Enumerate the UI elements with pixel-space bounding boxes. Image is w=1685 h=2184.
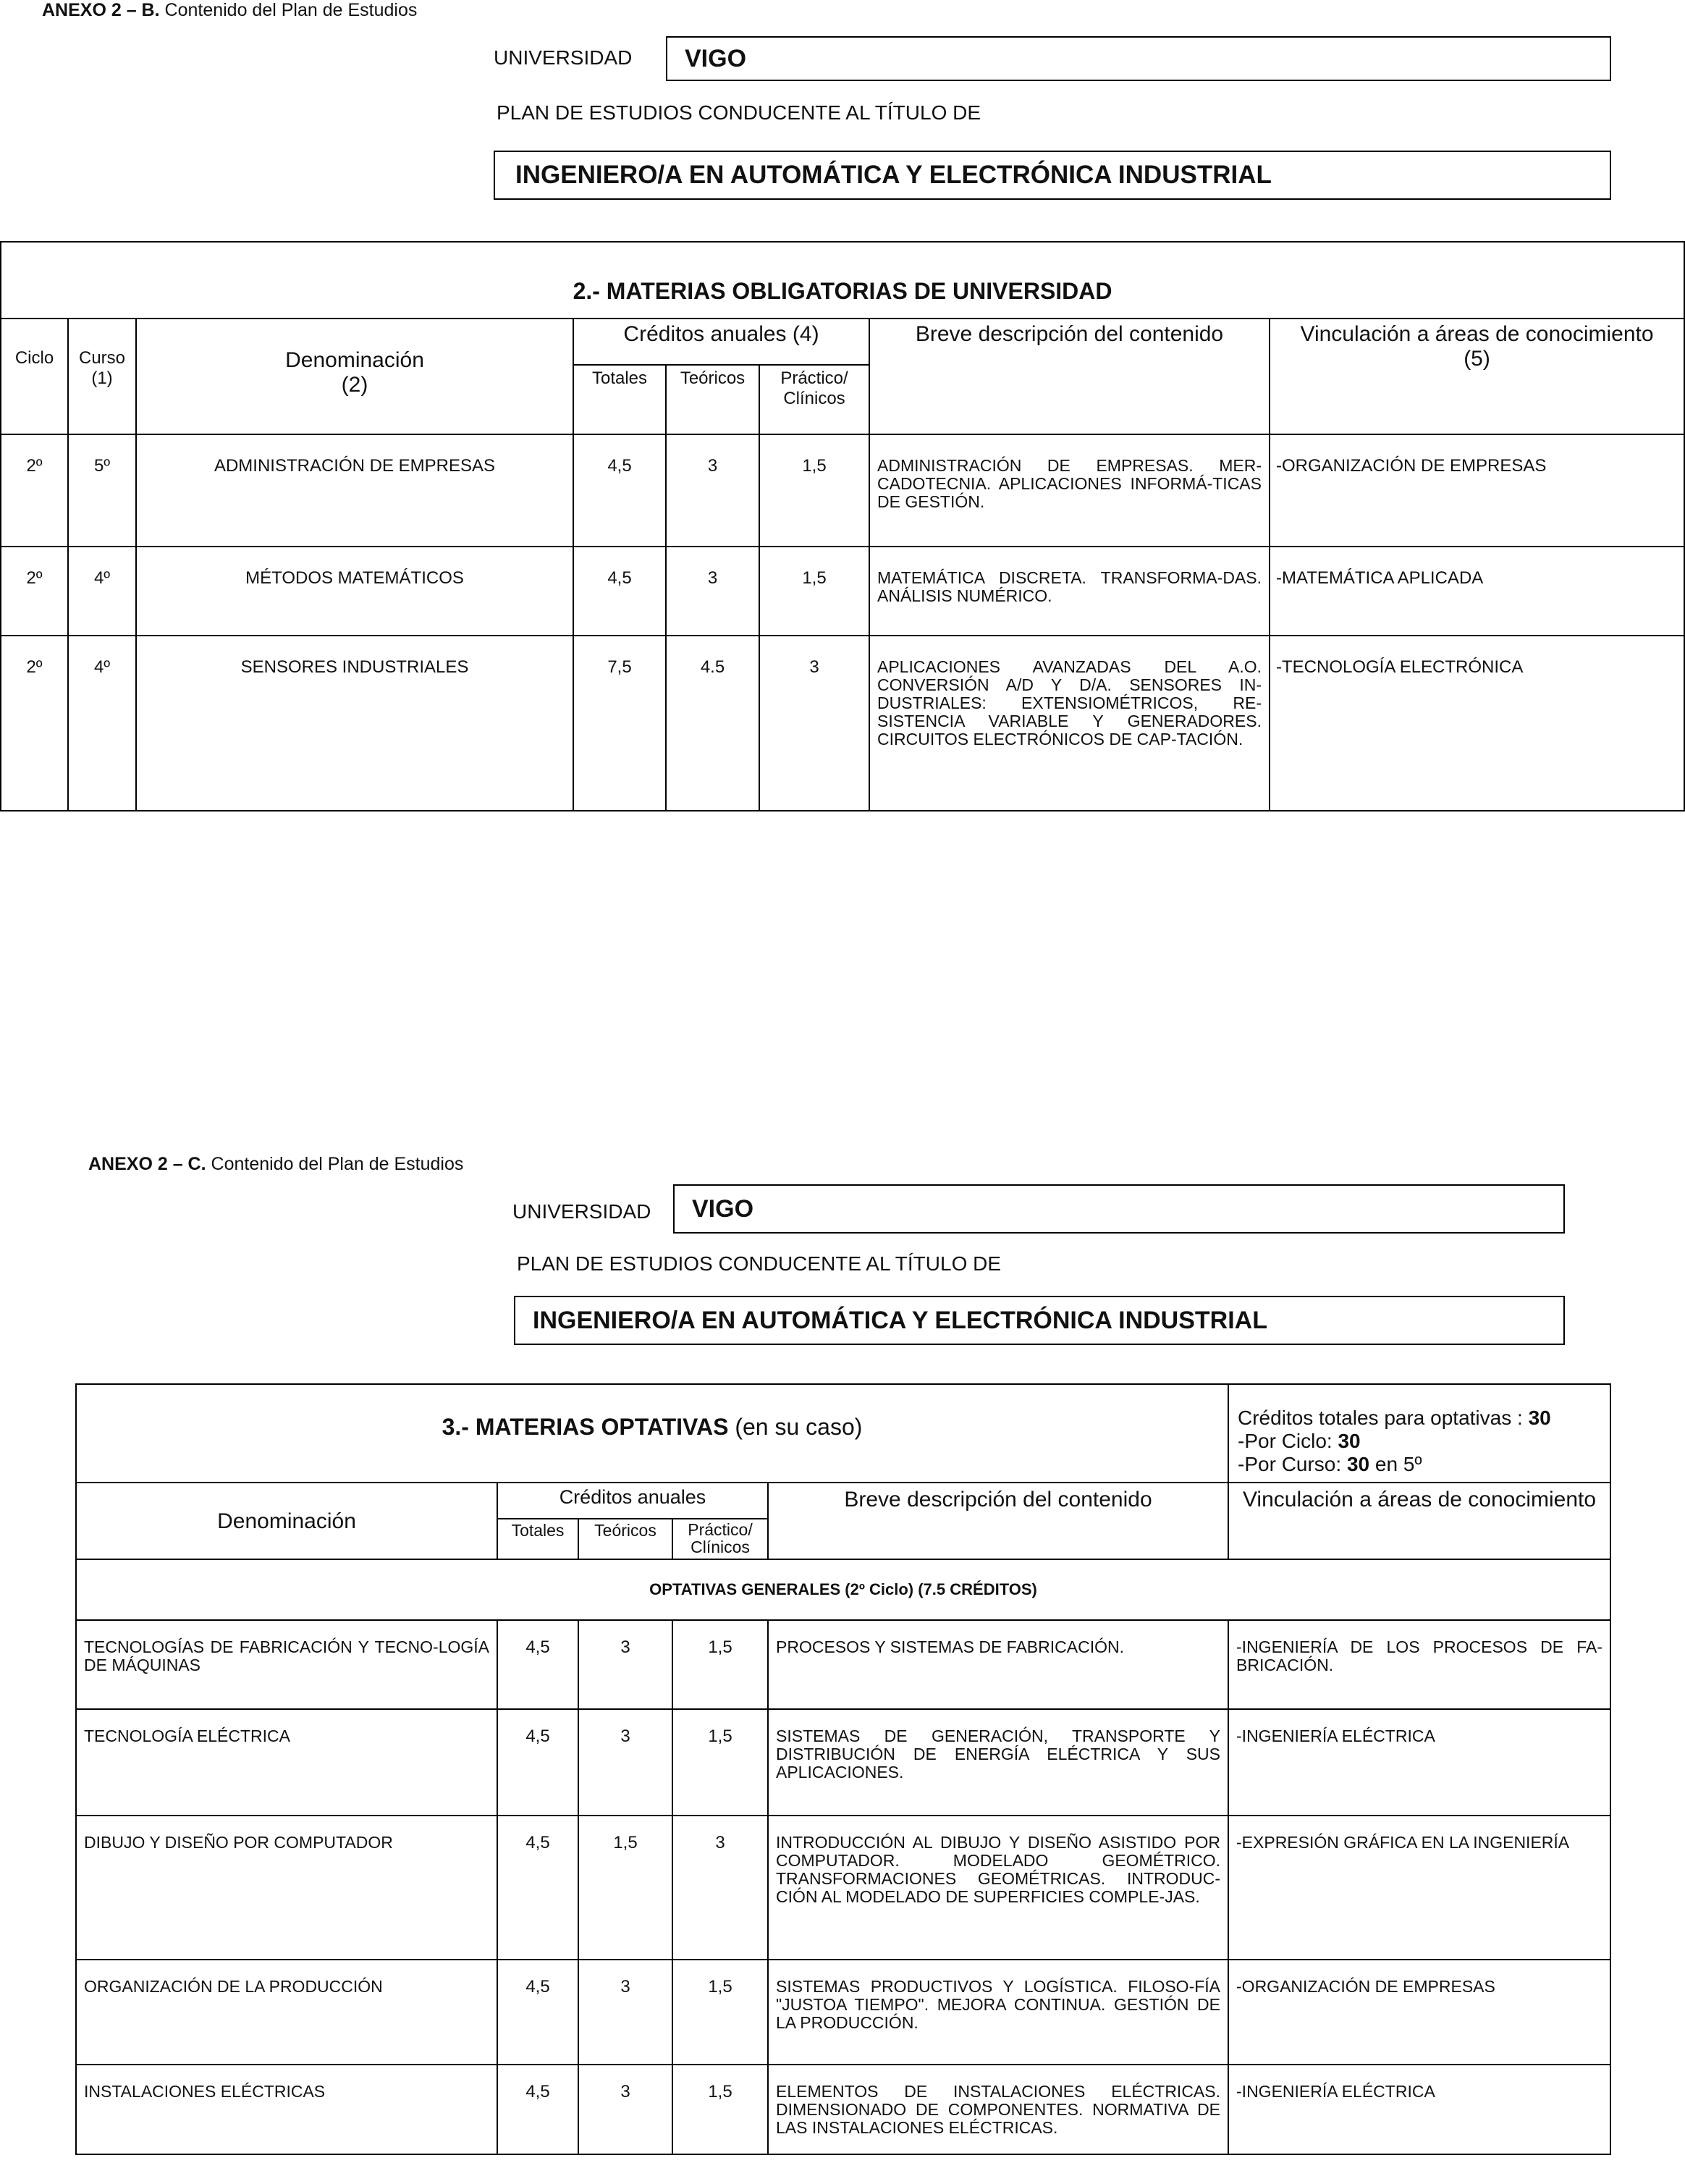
cell-teoricos: 3: [578, 2065, 672, 2154]
creditos-totales-box: [1228, 1384, 1610, 1483]
cell-denominacion: INSTALACIONES ELÉCTRICAS: [76, 2065, 497, 2154]
cell-vinculacion: -EXPRESIÓN GRÁFICA EN LA INGENIERÍA: [1228, 1816, 1610, 1960]
anexo-heading-c: [88, 1154, 463, 1175]
header-teoricos: Teóricos: [666, 365, 759, 434]
header-denominacion: Denominación (2): [136, 319, 573, 434]
cell-descripcion: INTRODUCCIÓN AL DIBUJO Y DISEÑO ASISTIDO POR COMPUTADOR. MODELADO GEOMÉTRICO. TRANSFORMACIONES GEOMÉTRICAS. INTRODUC-CIÓN AL MODELADO DE SUPERFICIES COMPLE-JAS.: [768, 1816, 1228, 1960]
anexo-code: ANEXO 2 – C.: [88, 1154, 206, 1174]
cell-teoricos: 3: [666, 547, 759, 636]
cell-descripcion: MATEMÁTICA DISCRETA. TRANSFORMA-DAS. ANÁLISIS NUMÉRICO.: [869, 547, 1270, 636]
universidad-box: [666, 36, 1611, 81]
cell-denominacion: DIBUJO Y DISEÑO POR COMPUTADOR: [76, 1816, 497, 1960]
por-curso-line: -Por Curso: 30 en 5º: [1238, 1453, 1422, 1475]
cell-vinculacion: -ORGANIZACIÓN DE EMPRESAS: [1228, 1960, 1610, 2065]
cell-practicos: 3: [759, 636, 869, 811]
cell-vinculacion: -INGENIERÍA DE LOS PROCESOS DE FA-BRICACIÓN.: [1228, 1620, 1610, 1709]
cell-ciclo: 2º: [1, 547, 68, 636]
cell-practicos: 1,5: [759, 434, 869, 547]
optativas-table: [75, 1383, 1611, 2155]
cell-descripcion: ADMINISTRACIÓN DE EMPRESAS. MER-CADOTECNIA. APLICACIONES INFORMÁ-TICAS DE GESTIÓN.: [869, 434, 1270, 547]
cell-denominacion: MÉTODOS MATEMÁTICOS: [136, 547, 573, 636]
creditos-totales-line: Créditos totales para optativas : 30: [1238, 1407, 1551, 1429]
header-vinculacion: Vinculación a áreas de conocimiento (5): [1270, 319, 1684, 434]
titulo-value: INGENIERO/A EN AUTOMÁTICA Y ELECTRÓNICA INDUSTRIAL: [515, 161, 1272, 189]
header-creditos: Créditos anuales: [497, 1483, 768, 1519]
table-row: [76, 2065, 1610, 2154]
header-practicos: Práctico/ Clínicos: [672, 1519, 768, 1559]
anexo-text: Contenido del Plan de Estudios: [159, 0, 418, 20]
table-row: [1, 434, 1684, 547]
universidad-value: VIGO: [685, 44, 747, 72]
header-ciclo: Ciclo: [1, 319, 68, 434]
titulo-value: INGENIERO/A EN AUTOMÁTICA Y ELECTRÓNICA INDUSTRIAL: [533, 1306, 1268, 1334]
cell-descripcion: APLICACIONES AVANZADAS DEL A.O. CONVERSIÓN A/D Y D/A. SENSORES IN-DUSTRIALES: EXTENSIOMÉTRICOS, RE-SISTENCIA VARIABLE Y GENERADORES. CIRCUITOS ELECTRÓNICOS DE CAP-TACIÓN.: [869, 636, 1270, 811]
cell-totales: 4,5: [573, 547, 666, 636]
cell-denominacion: TECNOLOGÍA ELÉCTRICA: [76, 1709, 497, 1816]
table-row: [1, 547, 1684, 636]
cell-totales: 4,5: [497, 1620, 578, 1709]
cell-descripcion: SISTEMAS PRODUCTIVOS Y LOGÍSTICA. FILOSO-FÍA "JUSTOA TIEMPO". MEJORA CONTINUA. GESTIÓN DE LA PRODUCCIÓN.: [768, 1960, 1228, 2065]
plan-label: PLAN DE ESTUDIOS CONDUCENTE AL TÍTULO DE: [517, 1252, 1002, 1275]
cell-totales: 4,5: [573, 434, 666, 547]
universidad-label: UNIVERSIDAD: [494, 46, 633, 69]
anexo-code: ANEXO 2 – B.: [42, 0, 160, 20]
cell-totales: 7,5: [573, 636, 666, 811]
anexo-heading-b: [42, 0, 417, 21]
cell-practicos: 1,5: [672, 2065, 768, 2154]
obligatorias-table: [0, 241, 1685, 811]
header-descripcion: Breve descripción del contenido: [869, 319, 1270, 434]
header-practicos: Práctico/ Clínicos: [759, 365, 869, 434]
universidad-box: [673, 1184, 1565, 1234]
header-vinculacion: Vinculación a áreas de conocimiento: [1228, 1483, 1610, 1559]
cell-descripcion: PROCESOS Y SISTEMAS DE FABRICACIÓN.: [768, 1620, 1228, 1709]
header-curso: Curso (1): [68, 319, 136, 434]
anexo-text: Contenido del Plan de Estudios: [206, 1154, 464, 1174]
header-creditos: Créditos anuales (4): [573, 319, 869, 365]
cell-denominacion: ORGANIZACIÓN DE LA PRODUCCIÓN: [76, 1960, 497, 2065]
cell-curso: 5º: [68, 434, 136, 547]
cell-practicos: 1,5: [759, 547, 869, 636]
table-row: [76, 1816, 1610, 1960]
cell-teoricos: 1,5: [578, 1816, 672, 1960]
plan-label: PLAN DE ESTUDIOS CONDUCENTE AL TÍTULO DE: [497, 101, 981, 124]
cell-totales: 4,5: [497, 1816, 578, 1960]
group-title: OPTATIVAS GENERALES (2º Ciclo) (7.5 CRÉDITOS): [76, 1559, 1610, 1620]
table-row: [1, 636, 1684, 811]
cell-practicos: 1,5: [672, 1709, 768, 1816]
cell-practicos: 1,5: [672, 1960, 768, 2065]
table-row: [76, 1620, 1610, 1709]
por-ciclo-line: -Por Ciclo: 30: [1238, 1430, 1361, 1452]
cell-teoricos: 3: [666, 434, 759, 547]
cell-practicos: 1,5: [672, 1620, 768, 1709]
cell-teoricos: 3: [578, 1620, 672, 1709]
cell-descripcion: ELEMENTOS DE INSTALACIONES ELÉCTRICAS. DIMENSIONADO DE COMPONENTES. NORMATIVA DE LAS INSTALACIONES ELÉCTRICAS.: [768, 2065, 1228, 2154]
cell-vinculacion: -INGENIERÍA ELÉCTRICA: [1228, 2065, 1610, 2154]
cell-totales: 4,5: [497, 1709, 578, 1816]
cell-denominacion: ADMINISTRACIÓN DE EMPRESAS: [136, 434, 573, 547]
section-title: 3.- MATERIAS OPTATIVAS (en su caso): [76, 1384, 1228, 1483]
cell-curso: 4º: [68, 636, 136, 811]
cell-curso: 4º: [68, 547, 136, 636]
universidad-label: UNIVERSIDAD: [512, 1200, 651, 1223]
cell-teoricos: 4.5: [666, 636, 759, 811]
header-totales: Totales: [497, 1519, 578, 1559]
table-row: [76, 1960, 1610, 2065]
header-descripcion: Breve descripción del contenido: [768, 1483, 1228, 1559]
cell-totales: 4,5: [497, 2065, 578, 2154]
table-row: [76, 1709, 1610, 1816]
cell-denominacion: TECNOLOGÍAS DE FABRICACIÓN Y TECNO-LOGÍA DE MÁQUINAS: [76, 1620, 497, 1709]
titulo-box: [494, 151, 1611, 200]
cell-denominacion: SENSORES INDUSTRIALES: [136, 636, 573, 811]
header-denominacion: Denominación: [76, 1483, 497, 1559]
cell-ciclo: 2º: [1, 434, 68, 547]
titulo-box: [514, 1296, 1565, 1345]
cell-teoricos: 3: [578, 1960, 672, 2065]
header-totales: Totales: [573, 365, 666, 434]
header-teoricos: Teóricos: [578, 1519, 672, 1559]
cell-descripcion: SISTEMAS DE GENERACIÓN, TRANSPORTE Y DISTRIBUCIÓN DE ENERGÍA ELÉCTRICA Y SUS APLICACIONES.: [768, 1709, 1228, 1816]
cell-vinculacion: -TECNOLOGÍA ELECTRÓNICA: [1270, 636, 1684, 811]
cell-teoricos: 3: [578, 1709, 672, 1816]
cell-totales: 4,5: [497, 1960, 578, 2065]
universidad-value: VIGO: [692, 1194, 754, 1223]
cell-vinculacion: -ORGANIZACIÓN DE EMPRESAS: [1270, 434, 1684, 547]
cell-ciclo: 2º: [1, 636, 68, 811]
cell-vinculacion: -MATEMÁTICA APLICADA: [1270, 547, 1684, 636]
cell-practicos: 3: [672, 1816, 768, 1960]
section-title: 2.- MATERIAS OBLIGATORIAS DE UNIVERSIDAD: [1, 242, 1684, 319]
cell-vinculacion: -INGENIERÍA ELÉCTRICA: [1228, 1709, 1610, 1816]
